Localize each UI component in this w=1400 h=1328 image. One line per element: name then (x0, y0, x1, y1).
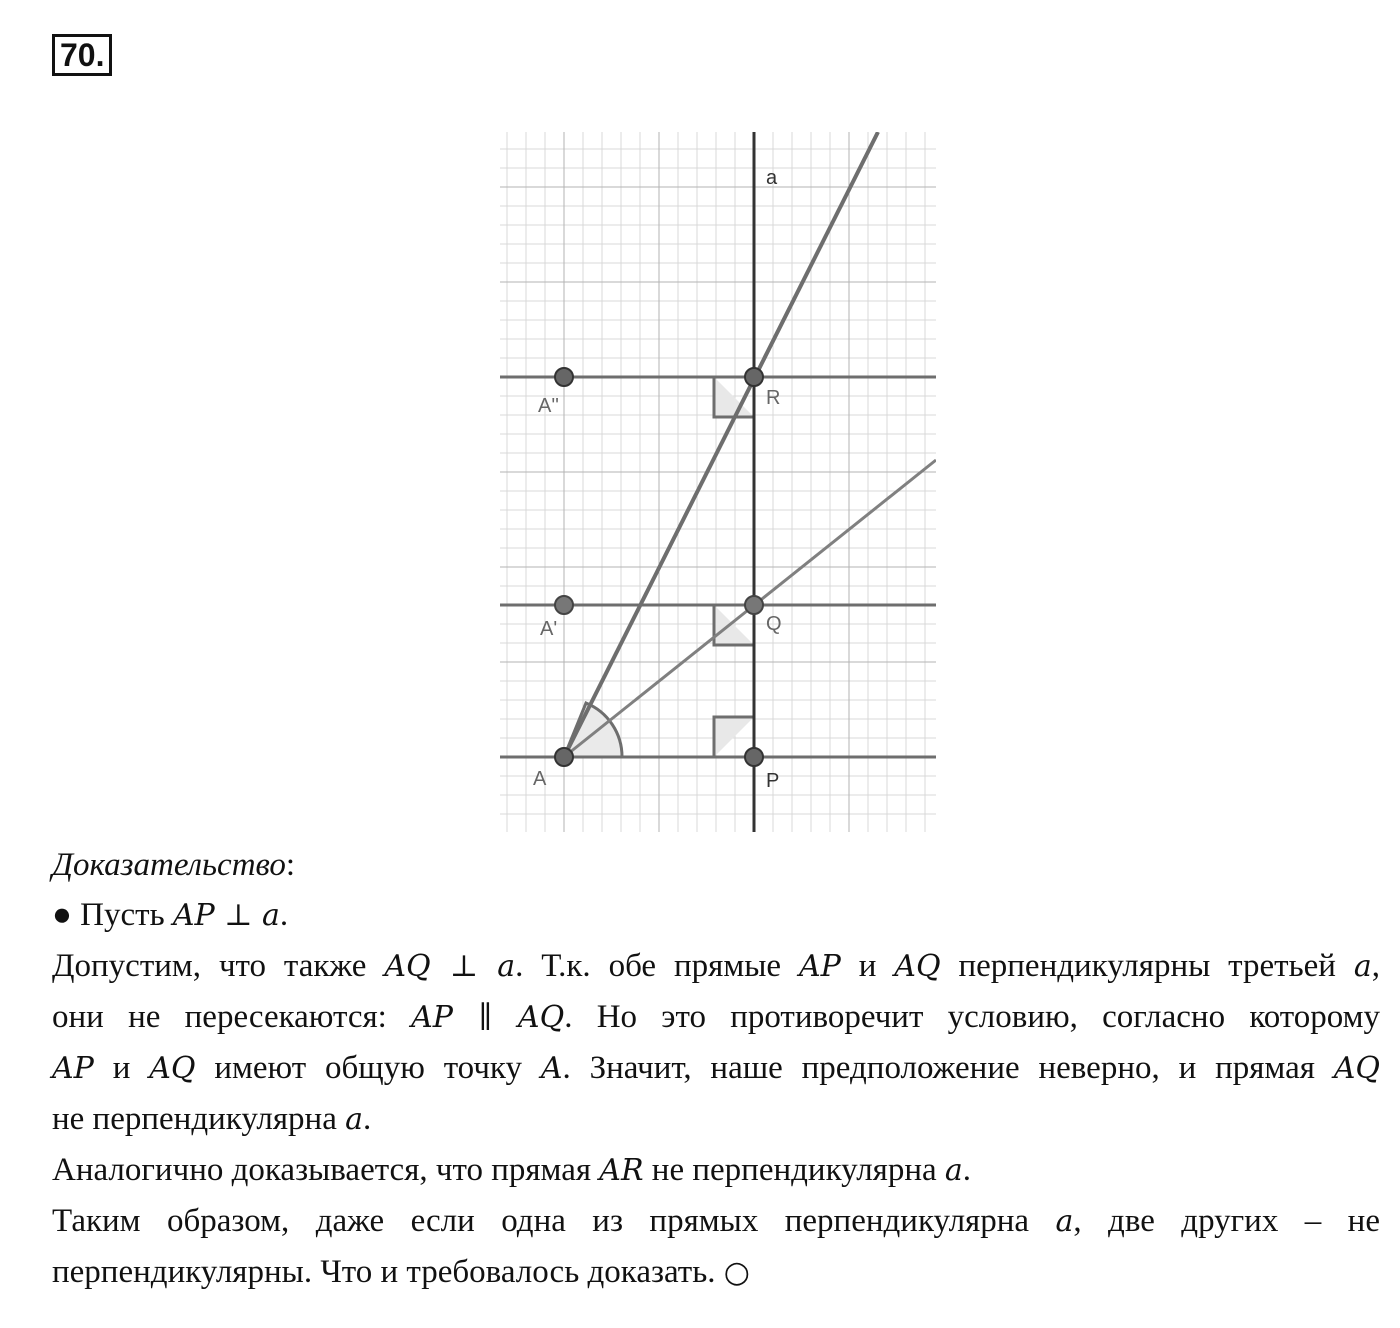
label-a: A (533, 768, 547, 790)
proof-line-4 (52, 1043, 1380, 1094)
text-fragment: не перпендикулярна (643, 1152, 945, 1188)
text-fragment: Аналогично доказывается, что прямая (52, 1152, 600, 1188)
text-fragment: . (363, 1101, 372, 1137)
point-p (745, 748, 763, 766)
text-fragment: имеют общую точку (195, 1050, 541, 1086)
text-fragment: . Значит, наше предположение неверно, и прямая (562, 1050, 1334, 1086)
point-r (745, 368, 763, 386)
math-expression: a (345, 1102, 363, 1137)
math-expression: a (944, 1153, 963, 1188)
bullet-text: ● Пусть (52, 897, 173, 933)
point-q (745, 596, 763, 614)
proof-line-3 (52, 992, 1380, 1043)
label-r: R (766, 387, 781, 409)
math-expression: a (1353, 949, 1372, 984)
math-expression: AQ (1333, 1051, 1381, 1086)
text-fragment: перпендикулярны третьей (940, 948, 1354, 984)
point-a-prime (555, 596, 573, 614)
problem-number: 70. (52, 34, 112, 76)
end-of-proof-mark: ○ (723, 1255, 750, 1290)
text-fragment: Таким образом, даже если одна из прямых перпендикулярна (52, 1203, 1056, 1239)
text-fragment: перпендикулярны. Что и требовалось доказать. (52, 1254, 724, 1290)
line-ar (564, 132, 878, 757)
geometry-figure (500, 132, 936, 832)
text-fragment: и (840, 948, 895, 984)
text-fragment: . (279, 897, 289, 933)
proof-heading-colon: : (285, 847, 296, 883)
math-expression: a (1055, 1204, 1074, 1239)
proof-heading-line (52, 840, 1380, 890)
proof-heading: Доказательство (52, 847, 286, 883)
math-expression: AQ (894, 949, 941, 984)
text-fragment: и (93, 1050, 150, 1086)
text-fragment: , две других – не (1073, 1203, 1380, 1239)
point-a-double-prime (555, 368, 573, 386)
text-fragment: . Т.к. обе прямые (515, 948, 799, 984)
proof-text (52, 840, 1380, 1298)
label-p: P (766, 770, 780, 792)
math-expression: A (540, 1051, 563, 1086)
math-expression: AP (798, 949, 841, 984)
label-a-prime: A' (540, 618, 558, 640)
proof-line-8 (52, 1247, 1380, 1298)
proof-line-1 (52, 890, 1380, 941)
math-expression: AQ ⊥ a (384, 949, 516, 984)
text-fragment: Допустим, что также (52, 948, 385, 984)
text-fragment: . (962, 1152, 972, 1188)
text-fragment: , (1371, 948, 1380, 984)
proof-line-7 (52, 1196, 1380, 1247)
point-a (555, 748, 573, 766)
proof-line-5 (52, 1094, 1380, 1145)
math-expression: AR (599, 1153, 644, 1188)
text-fragment: они не пересекаются: (52, 999, 412, 1035)
label-a-double-prime: A'' (538, 395, 559, 417)
math-expression: AP (52, 1051, 94, 1086)
math-expression: AQ (149, 1051, 196, 1086)
text-fragment: не перпендикулярна (52, 1101, 346, 1137)
proof-line-2 (52, 941, 1380, 992)
proof-line-6 (52, 1145, 1380, 1196)
label-q: Q (766, 613, 782, 635)
math-expression: AP ∥ AQ (411, 1000, 565, 1035)
label-line-a: a (766, 167, 778, 189)
text-fragment: . Но это противоречит условию, согласно которому (564, 999, 1381, 1035)
math-expression: AP ⊥ a (172, 898, 280, 933)
